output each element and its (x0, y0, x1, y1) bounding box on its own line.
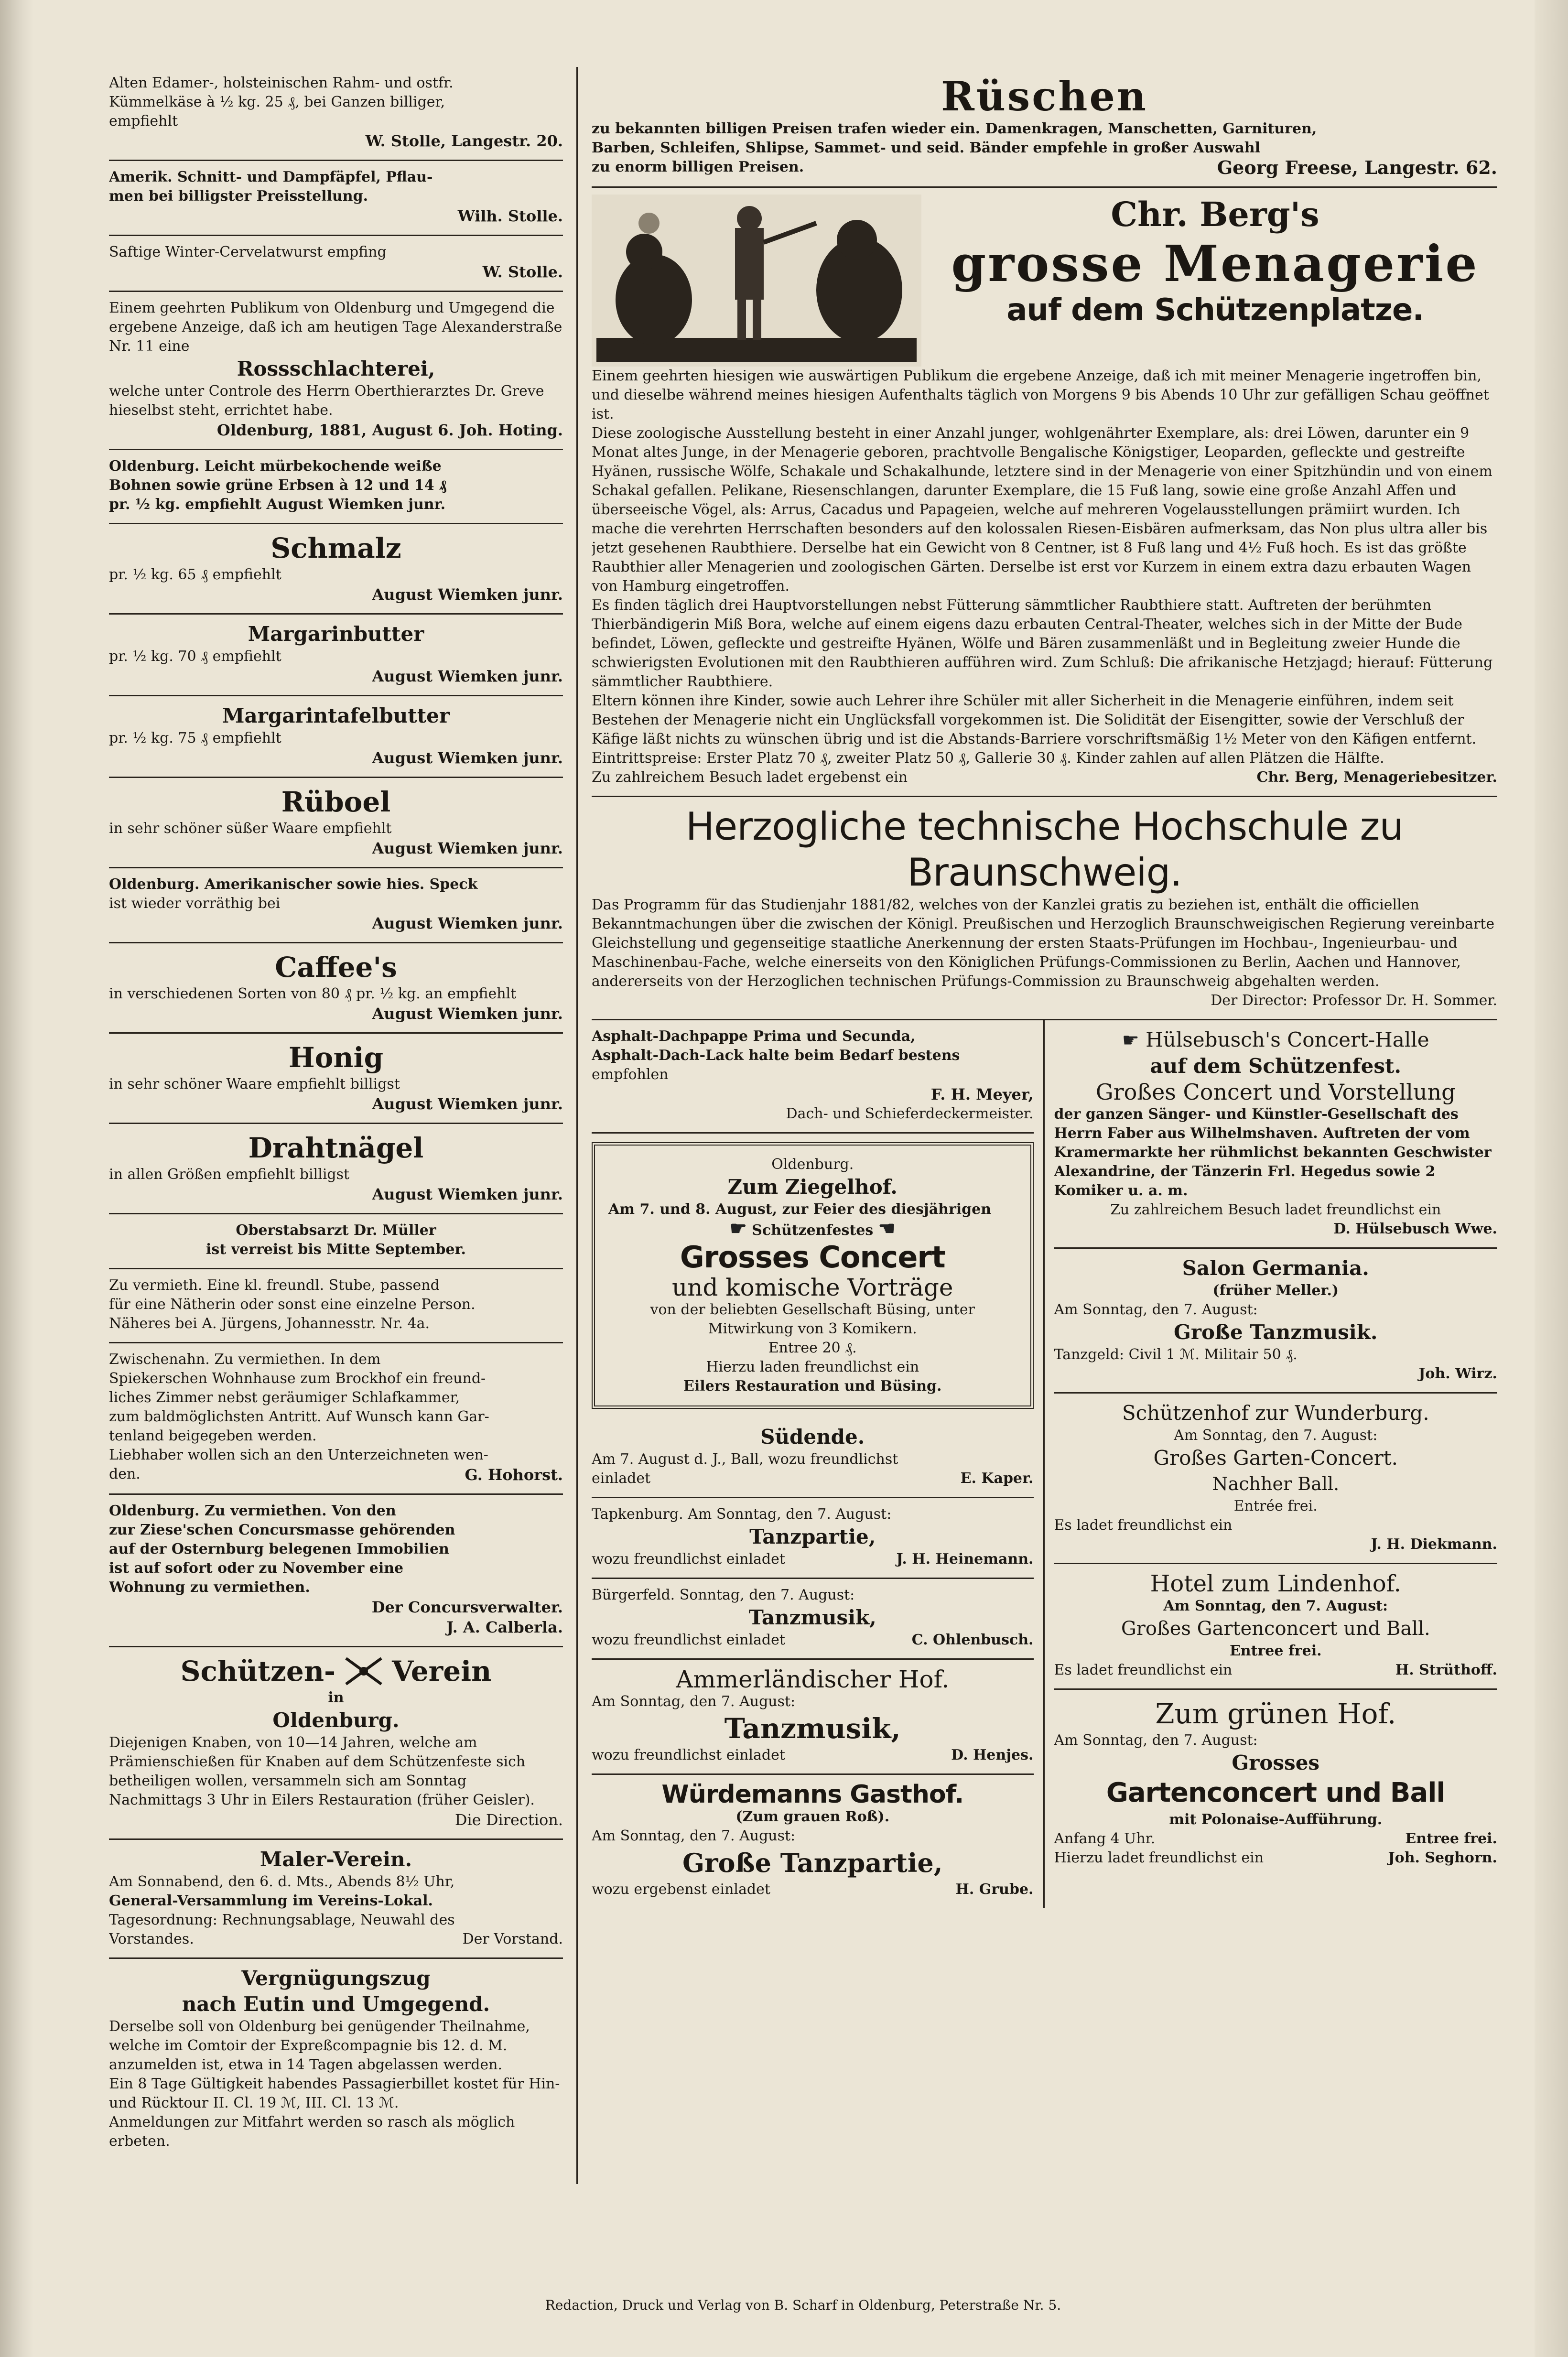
ad-salon-germania (1054, 1249, 1498, 1394)
ad-headline: Großes Garten-Concert. (1153, 1446, 1398, 1470)
ad-line (608, 1219, 1017, 1240)
ad-headline: Große Tanzpartie, (682, 1848, 943, 1878)
ad-line: wozu freundlichst einladet (592, 1747, 785, 1763)
ad-body: Eltern können ihre Kinder, sowie auch Lehrer ihre Schüler mit aller Sicherheit in die Menagerie einführen, indem seit Bestehen der Menagerie nicht ein Unglücksfall vorgekommen ist. Die Solidität der Eisengitter, sowie der Verschluß der Käfige läßt nichts zu wünschen übrig und ist die Abstands-Barriere vorschriftsmäßig 1½ Meter von den Käfigen entfernt. (592, 692, 1477, 747)
ad-body: Diese zoologische Ausstellung besteht in einer Anzahl junger, wohlgenährter Exemplare, als: drei Löwen, darunter ein 9 Monat altes Junge, in der Menagerie geboren, prachtvolle Bengalische Königstiger, Leoparden, gefleckte und gestreifte Hyänen, russische Wölfe, Schakale und Schakalhunde, letztere sind in der Menagerie von einer Spitzhündin und von einem Schakal gefallen. Pelikane, Riesenschlangen, darunter Exemplare, die 15 Fuß lang, sowie eine große Anzahl Affen und überseeische Vögel, als: Arrus, Cacadus und Papageien, welche auf mehreren Vogelausstellungen prämiirt wurden. Ich mache die verehrten Herrschaften besonders auf den kolossalen Riesen-Eisbären aufmerksam, das Non plus ultra aller bis jetzt gesehenen Raubthiere. Derselbe hat ein Gewicht von 8 Centner, ist 8 Fuß lang und 4½ Fuß hoch. Es ist das größte Raubthier aller Menagerien und zoologischen Gärten. Derselbe ist erst vor Kurzem in einem extra dazu erbauten Wagen von Hamburg eingetroffen. (592, 425, 1492, 595)
ad-line: Entrée frei. (1233, 1498, 1318, 1514)
ad-headline: und komische Vorträge (672, 1274, 953, 1301)
ad-bohnen (109, 450, 563, 524)
ad-line: Am 7. August d. J., Ball, wozu freundlichst (592, 1451, 898, 1468)
pointing-hand-icon: ☚ (878, 1217, 896, 1240)
ad-line: Wohnung zu vermiethen. (109, 1579, 310, 1596)
ad-wuerdemanns-gasthof (592, 1775, 1034, 1908)
ad-line: Tapkenburg. Am Sonntag, den 7. August: (592, 1506, 892, 1523)
ad-line: einladet (592, 1470, 651, 1487)
row-right (1298, 1661, 1497, 1680)
columns (96, 67, 1511, 2184)
ad-line: Entree frei. (1229, 1643, 1322, 1659)
ad-margarintafelbutter (109, 696, 563, 778)
row-left (592, 1746, 834, 1765)
ad-lindenhof (1054, 1564, 1498, 1690)
ad-line: den. (109, 1466, 141, 1482)
ad-signature: Oldenburg, 1881, August 6. Joh. Hoting. (216, 421, 563, 439)
ad-headline: Chr. Berg's (1111, 195, 1319, 234)
left-column (96, 67, 578, 2184)
ad-buergerfeld (592, 1579, 1034, 1660)
line-row (1054, 1849, 1498, 1868)
ad-wunderburg (1054, 1394, 1498, 1564)
ad-signature: Chr. Berg, Menageriebesitzer. (1256, 769, 1497, 786)
ad-headline: Würdemanns Gasthof. (661, 1780, 964, 1809)
ad-line: Oberstabsarzt Dr. Müller (236, 1222, 436, 1239)
row-left (592, 1550, 834, 1569)
right-column (578, 67, 1511, 2184)
ad-mueller (109, 1214, 563, 1269)
line-row (592, 1469, 1034, 1488)
ad-line: Am Sonntag, den 7. August: (592, 1693, 796, 1710)
ad-headline: Salon Germania. (1182, 1256, 1369, 1280)
ad-headline: Zum grünen Hof. (1155, 1697, 1396, 1730)
ad-body: Einem geehrten hiesigen wie auswärtigen Publikum die ergebene Anzeige, daß ich mit meiner Menagerie ingetroffen bin, und dieselbe während meines hiesigen Aufenthalts täglich von Morgens 9 bis Abends 10 Uhr zur gefälligen Schau geöffnet ist. (592, 368, 1489, 422)
row-right (999, 158, 1497, 178)
ad-headline: Zum Ziegelhof. (727, 1175, 898, 1199)
ad-headline: Ammerländischer Hof. (676, 1665, 950, 1693)
ad-line: von der beliebten Gesellschaft Büsing, unter Mitwirkung von 3 Komikern. (650, 1301, 975, 1337)
menagerie-woodcut-illustration (592, 195, 921, 367)
row-left (1054, 1661, 1298, 1680)
ad-huelsebusch (1054, 1020, 1498, 1249)
line-row (592, 1880, 1034, 1899)
line-row (592, 768, 1497, 787)
ad-line: Zu zahlreichem Besuch ladet ergebenst ein (592, 769, 908, 786)
row-right (1298, 1849, 1497, 1868)
ad-line: wozu freundlichst einladet (592, 1551, 785, 1568)
ad-headline: Großes Gartenconcert und Ball. (1121, 1618, 1430, 1640)
ad-signature: J. H. Heinemann. (896, 1551, 1034, 1568)
ad-line: Es ladet freundlichst ein (1054, 1517, 1233, 1534)
ad-body: Eintrittspreise: Erster Platz 70 ₰, zweiter Platz 50 ₰, Gallerie 30 ₰. Kinder zahlen auf allen Plätzen die Hälfte. (592, 750, 1384, 767)
ad-line: in allen Größen empfiehlt billigst (109, 1166, 350, 1183)
ad-city: Oldenburg. (272, 1708, 400, 1732)
ad-headline-row (109, 1654, 563, 1688)
ad-signature: W. Stolle, Langestr. 20. (365, 132, 563, 150)
row-right (834, 1746, 1033, 1765)
line-row (1054, 1661, 1498, 1680)
ad-margarinbutter (109, 615, 563, 696)
ad-hochschule (592, 797, 1497, 1020)
ad-headline: Grosses Concert (680, 1240, 945, 1275)
ad-line: Am Sonntag, den 7. August: (1163, 1598, 1388, 1614)
ad-signature: J. A. Calberla. (446, 1618, 563, 1636)
ad-zwischenahn (109, 1343, 563, 1495)
ad-signature: Georg Freese, Langestr. 62. (1217, 157, 1497, 178)
ad-tapkenburg (592, 1498, 1034, 1579)
ad-concursmasse (109, 1495, 563, 1647)
ad-headline: Verein (392, 1655, 492, 1687)
ad-line: Entree frei. (1405, 1830, 1497, 1847)
row-right (834, 1550, 1033, 1569)
ad-line: Am Sonntag, den 7. August: (1054, 1301, 1258, 1318)
ad-line: Spiekerschen Wohnhause zum Brockhof ein freund- (109, 1370, 486, 1387)
ad-line: in (328, 1689, 344, 1706)
ad-signature: H. Strüthoff. (1395, 1662, 1497, 1678)
ad-headline: Caffee's (275, 951, 397, 984)
ad-line: Alten Edamer-, holsteinischen Rahm- und ostfr. (109, 75, 454, 91)
ad-headline: Südende. (760, 1425, 865, 1449)
ad-body: welche unter Controle des Herrn Oberthierarztes Dr. Greve hieselbst steht, errichtet habe. (109, 383, 544, 419)
page-right-edge (1535, 0, 1568, 2357)
row-left (109, 1465, 291, 1485)
pointing-hand-icon: ☛ (729, 1217, 747, 1240)
ad-signature: J. H. Diekmann. (1371, 1536, 1497, 1553)
ad-signature: August Wiemken junr. (372, 839, 563, 857)
ad-eutin (109, 1959, 563, 2160)
ad-maler-verein (109, 1840, 563, 1959)
ad-signature: E. Kaper. (960, 1470, 1034, 1487)
ad-ammerlaendischer-hof (592, 1660, 1034, 1775)
ad-line: auf der Osternburg belegenen Immobilien (109, 1541, 449, 1557)
ad-headline: Großes Concert und Vorstellung (1095, 1079, 1456, 1105)
ad-schmalz (109, 524, 563, 615)
ad-body: Diejenigen Knaben, von 10—14 Jahren, welche am Prämienschießen für Knaben auf dem Schützenfeste sich betheiligen wollen, versammeln sich am Sonntag Nachmittags 3 Uhr in Eilers Restauration (früher Geisler). (109, 1734, 535, 1808)
row-left (1054, 1829, 1276, 1849)
ad-line: Saftige Winter-Cervelatwurst empfing (109, 244, 387, 260)
ad-line: Asphalt-Dach-Lack halte beim Bedarf bestens (592, 1047, 960, 1064)
ad-line: pr. ½ kg. 75 ₰ empfiehlt (109, 730, 281, 746)
ad-signature: August Wiemken junr. (372, 1185, 563, 1203)
ad-signature: D. Henjes. (951, 1747, 1034, 1763)
ad-signature: C. Ohlenbusch. (911, 1632, 1034, 1648)
line-row (1054, 1829, 1498, 1849)
ad-signature: August Wiemken junr. (372, 585, 563, 604)
ad-headline: nach Eutin und Umgegend. (182, 1992, 490, 2016)
ad-headline: Rüschen (941, 73, 1148, 120)
ad-line: Zwischenahn. Zu vermiethen. In dem (109, 1351, 381, 1368)
ad-line: zu bekannten billigen Preisen trafen wieder ein. Damenkragen, Manschetten, Garnituren, (592, 120, 1317, 137)
ad-headline: Tanzpartie, (749, 1525, 876, 1548)
ad-headline: grosse Menagerie (951, 234, 1479, 293)
ad-line: men bei billigster Preisstellung. (109, 188, 368, 205)
ad-line: pr. ½ kg. 65 ₰ empfiehlt (109, 566, 281, 583)
row-left (1054, 1849, 1298, 1868)
ad-signature: Der Director: Professor Dr. H. Sommer. (1211, 992, 1497, 1009)
ad-line: pr. ½ kg. empfiehlt August Wiemken junr. (109, 496, 446, 513)
row-right (834, 1880, 1033, 1899)
ad-line: Hierzu ladet freundlichst ein (1054, 1849, 1264, 1866)
ad-signature: W. Stolle. (482, 263, 563, 281)
ad-headline: Schmalz (270, 532, 401, 564)
ad-line: tenland beigegeben werden. (109, 1427, 317, 1444)
ad-line: Oldenburg. (771, 1156, 854, 1173)
menagerie-titles (933, 195, 1497, 367)
ad-signature: August Wiemken junr. (372, 1095, 563, 1113)
ad-line: Am Sonntag, den 7. August: (592, 1827, 796, 1844)
line-row (592, 1550, 1034, 1569)
ad-line: Tagesordnung: Rechnungsablage, Neuwahl des (109, 1912, 455, 1928)
ad-rossschlachterei (109, 292, 563, 450)
ad-line: pr. ½ kg. 70 ₰ empfiehlt (109, 648, 281, 665)
ad-honig (109, 1034, 563, 1124)
ad-body: Das Programm für das Studienjahr 1881/82, welches von der Kanzlei gratis zu beziehen ist, enthält die officiellen Bekanntmachungen über die zwischen der Königl. Preußischen und Herzoglich Braunschweigischen Regierung vereinbarte Gleichstellung und gegenseitige staatliche Anerkennung der ersten Staats-Prüfungen im Hochbau-, Ingenieurbau- und Maschinenbau-Fache, welche einerseits von den Königlichen Prüfungs-Commissionen zu Berlin, Aachen und Hannover, andererseits von der Herzoglichen technischen Prüfungs-Commission zu Braunschweig abgehalten werden. (592, 897, 1495, 990)
row-left (109, 1930, 336, 1949)
ad-line: in sehr schöner süßer Waare empfiehlt (109, 820, 392, 837)
ad-signature: D. Hülsebusch Wwe. (1333, 1221, 1497, 1237)
ad-signature: Eilers Restauration und Büsing. (683, 1378, 942, 1395)
line-row (109, 1930, 563, 1949)
ad-menagerie (592, 188, 1497, 797)
ad-headline: Tanzmusik, (724, 1712, 901, 1745)
ad-line: Zu zahlreichem Besuch ladet freundlichst ein (1110, 1201, 1441, 1218)
ad-signature: Der Vorstand. (462, 1931, 563, 1947)
ad-signature: Joh. Seghorn. (1388, 1849, 1497, 1866)
ad-line: in sehr schöner Waare empfiehlt billigst (109, 1076, 400, 1092)
ad-line: Liebhaber wollen sich an den Unterzeichneten wen- (109, 1447, 488, 1463)
ad-signature: Die Direction. (454, 1811, 563, 1829)
ad-signature: H. Grube. (955, 1881, 1034, 1898)
ad-line: Amerik. Schnitt- und Dampfäpfel, Pflau- (109, 169, 433, 185)
ad-line: zur Ziese'schen Concursmasse gehörenden (109, 1522, 455, 1538)
ad-rueschen (592, 67, 1497, 188)
ad-headline: auf dem Schützenfest. (1150, 1054, 1402, 1078)
ad-line: Anfang 4 Uhr. (1054, 1830, 1156, 1847)
ad-line: ist auf sofort oder zu November eine (109, 1560, 404, 1577)
line-row (592, 1631, 1034, 1650)
ad-intro: Einem geehrten Publikum von Oldenburg und Umgegend die ergebene Anzeige, daß ich am heutigen Tage Alexanderstraße Nr. 11 eine (109, 300, 562, 355)
ad-schnitt (109, 161, 563, 236)
ad-headline: Rossschlachterei, (237, 357, 435, 380)
ad-headline: Gartenconcert und Ball (1106, 1777, 1445, 1808)
ad-headline: Honig (288, 1041, 384, 1074)
ad-body: Derselbe soll von Oldenburg bei genügender Theilnahme, welche im Comtoir der Expreßcompagnie bis 12. d. M. anzumelden ist, etwa in 14 Tagen abgelassen werden. (109, 2018, 530, 2073)
ad-headline: Vergnügungszug (241, 1967, 431, 1990)
ad-line: empfohlen (592, 1066, 669, 1083)
ad-line: Oldenburg. Leicht mürbekochende weiße (109, 458, 442, 475)
ad-headline: Herzogliche technische Hochschule zu Braunschweig. (685, 804, 1404, 895)
ad-rueboel (109, 778, 563, 868)
ad-headline: Schützen- (180, 1655, 336, 1687)
ad-speck (109, 868, 563, 943)
ad-body: Es finden täglich drei Hauptvorstellungen nebst Fütterung sämmtlicher Raubthiere statt. Auftreten der berühmten Thierbändigerin Miß Bora, welche auf einem eigens dazu erbauten Central-Theater, welches sich in der Mitte der Bude befindet, Löwen, gefleckte und gestreifte Hyänen, Wölfe und Bären zusammenläßt und in Begleitung zweier Hunde die schwierigsten Evolutionen mit den Raubthieren aufführen wird. Zum Schluß: Die afrikanische Hetzjagd; hierauf: Fütterung sämmtlicher Raubthiere. (592, 597, 1493, 690)
ad-line: Es ladet freundlichst ein (1054, 1662, 1233, 1678)
ad-line: ist wieder vorräthig bei (109, 895, 281, 912)
ad-headline: Maler-Verein. (260, 1848, 412, 1871)
ad-signature: G. Hohorst. (465, 1466, 563, 1484)
ad-line: (Zum grauen Roß). (735, 1808, 890, 1825)
row-left (592, 1469, 812, 1488)
ad-line: Hierzu laden freundlichst ein (706, 1359, 919, 1375)
row-right (1090, 768, 1497, 787)
menagerie-header (592, 195, 1497, 367)
subcolumn-right (1045, 1020, 1498, 1908)
ad-signature: Wilh. Stolle. (457, 207, 563, 225)
ad-headline-text: Hülsebusch's Concert-Halle (1146, 1028, 1429, 1051)
row-right (336, 1930, 563, 1949)
crossed-rifles-icon (342, 1654, 385, 1688)
pointing-hand-icon: ☛ (1122, 1029, 1139, 1051)
row-right (834, 1631, 1033, 1650)
ad-line: ist verreist bis Mitte September. (206, 1241, 466, 1258)
ad-signature: F. H. Meyer, (930, 1085, 1034, 1103)
line-row (109, 1465, 563, 1485)
ad-line: Am Sonnabend, den 6. d. Mts., Abends 8½ Uhr, (109, 1873, 455, 1890)
ad-line: Näheres bei A. Jürgens, Johannesstr. Nr. 4a. (109, 1315, 430, 1332)
ad-line: wozu ergebenst einladet (592, 1881, 770, 1898)
ad-line: Tanzgeld: Civil 1 ℳ. Militair 50 ₰. (1054, 1346, 1298, 1363)
ad-drahtnaegel (109, 1124, 563, 1214)
ad-headline (1054, 1027, 1498, 1053)
ad-headline: Tanzmusik, (748, 1606, 876, 1629)
ad-line: zum baldmöglichsten Antritt. Auf Wunsch kann Gar- (109, 1408, 489, 1425)
row-right (1276, 1829, 1497, 1849)
ad-line: Bohnen sowie grüne Erbsen à 12 und 14 ₰ (109, 477, 447, 494)
ad-line: Oldenburg. Zu vermiethen. Von den (109, 1503, 396, 1519)
ad-line: (früher Meller.) (1212, 1282, 1339, 1299)
line-row (592, 158, 1497, 178)
ad-signature: August Wiemken junr. (372, 749, 563, 767)
ad-line: Bürgerfeld. Sonntag, den 7. August: (592, 1587, 855, 1603)
ad-asphalt (592, 1020, 1034, 1134)
ad-line-text: Schützenfestes (752, 1222, 874, 1239)
ad-ziegelhof (592, 1142, 1034, 1409)
ad-headline: Große Tanzmusik. (1174, 1320, 1378, 1344)
ad-line: Am 7. und 8. August, zur Feier des diesjährigen (608, 1201, 992, 1218)
ad-line: Barben, Schleifen, Shlipse, Sammet- und seid. Bänder empfehle in großer Auswahl (592, 140, 1260, 156)
ad-schuetzenverein (109, 1647, 563, 1840)
ad-signature: Joh. Wirz. (1418, 1365, 1497, 1382)
ad-gruener-hof (1054, 1690, 1498, 1876)
ad-headline: Margarintafelbutter (222, 704, 450, 727)
ad-line: zu enorm billigen Preisen. (592, 159, 804, 175)
ad-line: wozu freundlichst einladet (592, 1632, 785, 1648)
imprint-footer: Redaction, Druck und Verlag von B. Scharf in Oldenburg, Peterstraße Nr. 5. (545, 2297, 1061, 2313)
ad-line: Am Sonntag, den 7. August: (1054, 1732, 1258, 1749)
row-left (592, 158, 999, 178)
ad-body: der ganzen Sänger- und Künstler-Gesellschaft des Herrn Faber aus Wilhelmshaven. Auftreten der vom Kramermarkte her rühmlichst bekannten Geschwister Alexandrine, der Tänzerin Frl. Hegedus sowie 2 Komiker u. a. m. (1054, 1106, 1492, 1199)
ad-cervelat (109, 236, 563, 292)
ad-line: empfiehlt (109, 113, 178, 130)
ad-line: Entree 20 ₰. (768, 1340, 857, 1356)
ad-headline: Rüboel (281, 786, 391, 818)
row-left (592, 1880, 834, 1899)
page-spine-shadow (0, 0, 33, 2357)
ad-line: Am Sonntag, den 7. August: (1174, 1427, 1378, 1444)
ad-line: in verschiedenen Sorten von 80 ₰ pr. ½ kg. an empfiehlt (109, 985, 517, 1002)
ad-headline: Schützenhof zur Wunderburg. (1122, 1401, 1429, 1425)
ad-body: Ein 8 Tage Gültigkeit habendes Passagierbillet kostet für Hin- und Rücktour II. Cl. 19 ℳ, III. Cl. 13 ℳ. (109, 2076, 560, 2111)
row-left (592, 768, 1090, 787)
ad-line: General-Versammlung im Vereins-Lokal. (109, 1892, 433, 1909)
ad-headline: Grosses (1232, 1751, 1320, 1774)
ad-line: für eine Nätherin oder sonst eine einzelne Person. (109, 1296, 476, 1313)
ad-suedende (592, 1417, 1034, 1498)
ad-line: Zu vermieth. Eine kl. freundl. Stube, passend (109, 1277, 440, 1294)
ad-line: Vorstandes. (109, 1931, 194, 1947)
ad-signature: Der Concursverwalter. (371, 1598, 563, 1616)
ad-headline: Margarinbutter (248, 622, 424, 646)
subcolumn-left (592, 1020, 1045, 1908)
ad-caffee (109, 943, 563, 1034)
ad-signature: Dach- und Schieferdeckermeister. (786, 1105, 1034, 1122)
ad-line: Oldenburg. Amerikanischer sowie hies. Speck (109, 876, 478, 893)
ad-line: mit Polonaise-Aufführung. (1169, 1811, 1383, 1828)
row-left (592, 1631, 834, 1650)
ad-signature: August Wiemken junr. (372, 1005, 563, 1023)
ad-vermieth-stube (109, 1269, 563, 1343)
ad-line: liches Zimmer nebst geräumiger Schlafkammer, (109, 1389, 460, 1406)
row-right (812, 1469, 1033, 1488)
ad-headline: Drahtnägel (248, 1132, 424, 1164)
ad-line: Asphalt-Dachpappe Prima und Secunda, (592, 1028, 916, 1045)
ad-line: Kümmelkäse à ½ kg. 25 ₰, bei Ganzen billiger, (109, 94, 445, 110)
ad-edamer (109, 67, 563, 161)
ad-signature: August Wiemken junr. (372, 914, 563, 932)
ad-signature: August Wiemken junr. (372, 667, 563, 685)
line-row (592, 1746, 1034, 1765)
ad-headline: auf dem Schützenplatze. (1006, 292, 1424, 328)
ad-body: Anmeldungen zur Mitfahrt werden so rasch als möglich erbeten. (109, 2114, 515, 2150)
ad-headline: Nachher Ball. (1212, 1473, 1340, 1494)
two-column-ads (592, 1020, 1497, 1908)
row-right (291, 1465, 563, 1485)
ad-headline: Hotel zum Lindenhof. (1150, 1570, 1401, 1597)
